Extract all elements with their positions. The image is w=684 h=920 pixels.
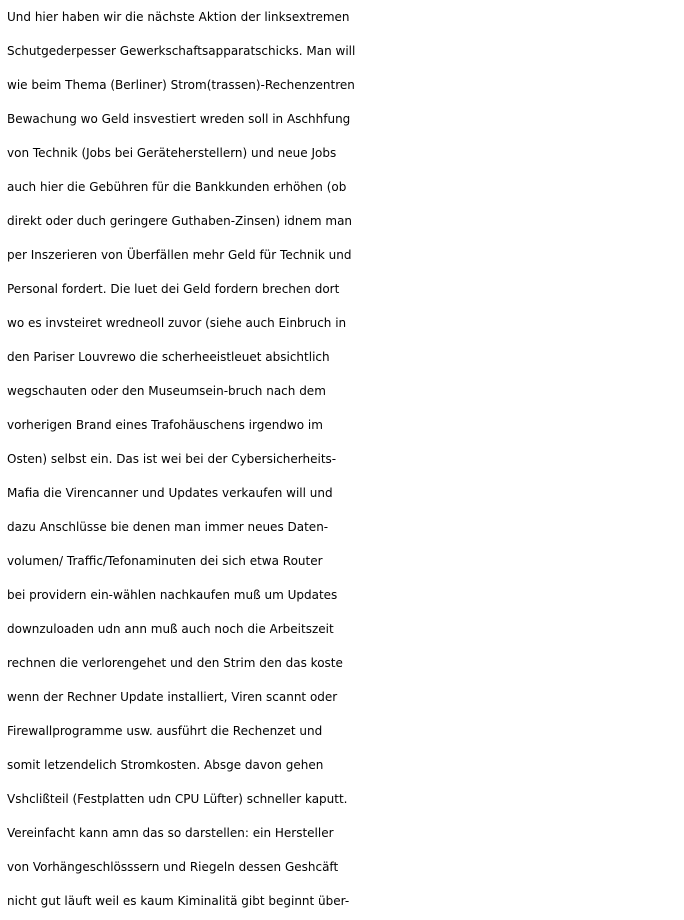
text-line: den Pariser Louvrewo die scherheeistleuet absichtlich: [7, 350, 330, 364]
text-line: bei providern ein-wählen nachkaufen muß um Updates: [7, 588, 338, 602]
text-line: von Vorhängeschlösssern und Riegeln dessen Geshcäft: [7, 860, 339, 874]
text-line: per Inszerieren von Überfällen mehr Geld für Technik und: [7, 248, 352, 262]
text-line: Vshclißteil (Festplatten udn CPU Lüfter) schneller kaputt.: [7, 792, 348, 806]
text-line: Mafia die Virencanner und Updates verkaufen will und: [7, 486, 333, 500]
text-line: nicht gut läuft weil es kaum Kiminalitä gibt beginnt über-: [7, 894, 350, 908]
text-line: auch hier die Gebühren für die Bankkunden erhöhen (ob: [7, 180, 347, 194]
text-line: direkt oder duch geringere Guthaben-Zinsen) idnem man: [7, 214, 353, 228]
text-line: wenn der Rechner Update installiert, Viren scannt oder: [7, 690, 338, 704]
document-text: [7, 0, 683, 918]
text-line: volumen/ Traffic/Tefonaminuten dei sich etwa Router: [7, 554, 323, 568]
text-line: rechnen die verlorengehet und den Strim den das koste: [7, 656, 343, 670]
text-line: Vereinfacht kann amn das so darstellen: ein Hersteller: [7, 826, 334, 840]
text-line: Personal fordert. Die luet dei Geld fordern brechen dort: [7, 282, 340, 296]
text-line: wo es invsteiret wredneoll zuvor (siehe auch Einbruch in: [7, 316, 347, 330]
text-line: wie beim Thema (Berliner) Strom(trassen)-Rechenzentren: [7, 78, 355, 92]
text-line: Schutgederpesser Gewerkschaftsapparatschicks. Man will: [7, 44, 356, 58]
text-line: downzuloaden udn ann muß auch noch die Arbeitszeit: [7, 622, 334, 636]
text-line: somit letzendelich Stromkosten. Absge davon gehen: [7, 758, 324, 772]
text-line: Bewachung wo Geld insvestiert wreden soll in Aschhfung: [7, 112, 351, 126]
text-line: dazu Anschlüsse bie denen man immer neues Daten-: [7, 520, 329, 534]
text-line: wegschauten oder den Museumsein-bruch nach dem: [7, 384, 326, 398]
text-line: von Technik (Jobs bei Geräteherstellern) und neue Jobs: [7, 146, 337, 160]
text-line: Osten) selbst ein. Das ist wei bei der Cybersicherheits-: [7, 452, 337, 466]
text-line: Und hier haben wir die nächste Aktion der linksextremen: [7, 10, 350, 24]
text-line: Firewallprogramme usw. ausführt die Rechenzet und: [7, 724, 323, 738]
text-line: vorherigen Brand eines Trafohäuschens irgendwo im: [7, 418, 323, 432]
